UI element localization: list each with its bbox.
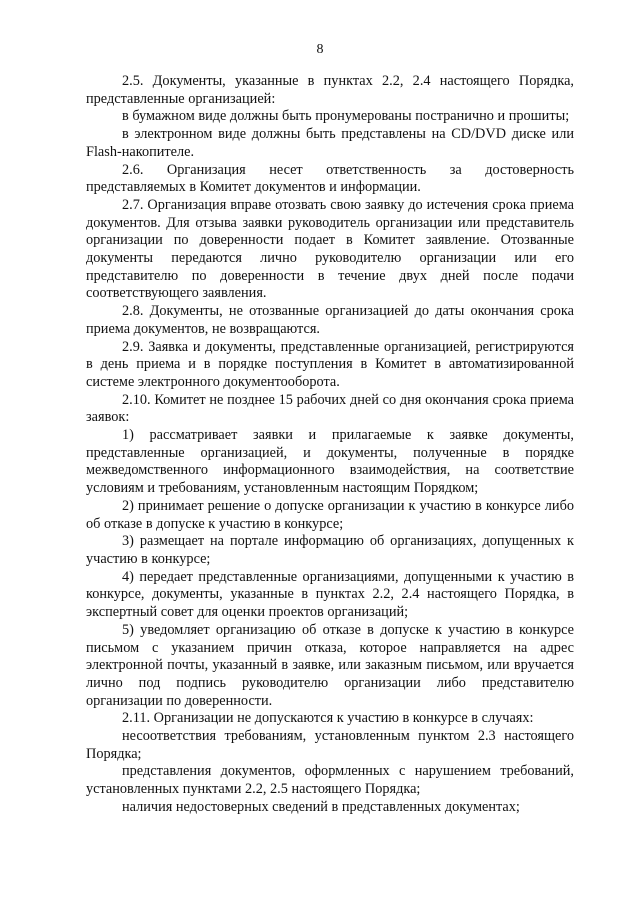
paragraph-2-11-case-3: наличия недостоверных сведений в представленных документах; bbox=[122, 798, 520, 815]
paragraph-2-10-item-1: 1) рассматривает заявки и прилагаемые к заявке документы, представленные организацией, и документы, полученные в порядке межведомственного информационного взаимодействия, на соответствие условиям и требованиям, установленным настоящим Порядком; bbox=[86, 427, 574, 497]
paragraph-2-8: 2.8. Документы, не отозванные организацией до даты окончания срока приема документов, не возвращаются. bbox=[86, 303, 574, 337]
paragraph-2-11-case-1: несоответствия требованиям, установленным пунктом 2.3 настоящего Порядка; bbox=[86, 728, 574, 762]
paragraph-2-10-item-4: 4) передает представленные организациями, допущенными к участию в конкурсе, документы, указанные в пунктах 2.2, 2.4 настоящего Порядка, в экспертный совет для оценки проектов организаций; bbox=[86, 568, 574, 621]
paragraph-2-11: 2.11. Организации не допускаются к участию в конкурсе в случаях: bbox=[122, 710, 534, 727]
paragraph-2-6: 2.6. Организация несет ответственность за достоверность представляемых в Комитет документов и информации. bbox=[86, 161, 574, 196]
paragraph-2-10: 2.10. Комитет не позднее 15 рабочих дней со дня окончания срока приема заявок: bbox=[86, 391, 574, 426]
paragraph-2-7: 2.7. Организация вправе отозвать свою заявку до истечения срока приема документов. Для отзыва заявки руководитель организации или представитель организации по доверенности подает в Комитет заявление. Отозванные документы передаются лично руководителю организации или его представителю по доверенности в течение двух дней после подачи соответствующего заявления. bbox=[86, 196, 574, 302]
document-body bbox=[86, 73, 574, 817]
page-number: 8 bbox=[316, 42, 324, 57]
paragraph-2-10-item-2: 2) принимает решение о допуске организации к участию в конкурсе либо об отказе в допуске к участию в конкурсе; bbox=[86, 497, 574, 532]
paragraph-2-10-item-5: 5) уведомляет организацию об отказе в допуске к участию в конкурсе письмом с указанием причин отказа, которое направляется на адрес электронной почты, указанный в заявке, или заказным письмом, или вручается лично под подпись руководителю организации либо представителю организации по доверенности. bbox=[86, 621, 574, 709]
paragraph-electronic-form: в электронном виде должны быть представлены на CD/DVD диске или Flash-накопителе. bbox=[86, 126, 574, 160]
paragraph-2-9: 2.9. Заявка и документы, представленные организацией, регистрируются в день приема и в порядке поступления в Комитет в автоматизированной системе электронного документооборота. bbox=[86, 338, 574, 390]
paragraph-paper-form: в бумажном виде должны быть пронумерованы постранично и прошиты; bbox=[122, 108, 570, 125]
paragraph-2-10-item-3: 3) размещает на портале информацию об организациях, допущенных к участию в конкурсе; bbox=[86, 533, 574, 567]
paragraph-2-11-case-2: представления документов, оформленных с нарушением требований, установленных пунктами 2.2, 2.5 настоящего Порядка; bbox=[86, 763, 574, 798]
paragraph-2-5: 2.5. Документы, указанные в пунктах 2.2, 2.4 настоящего Порядка, представленные организацией: bbox=[86, 73, 574, 107]
